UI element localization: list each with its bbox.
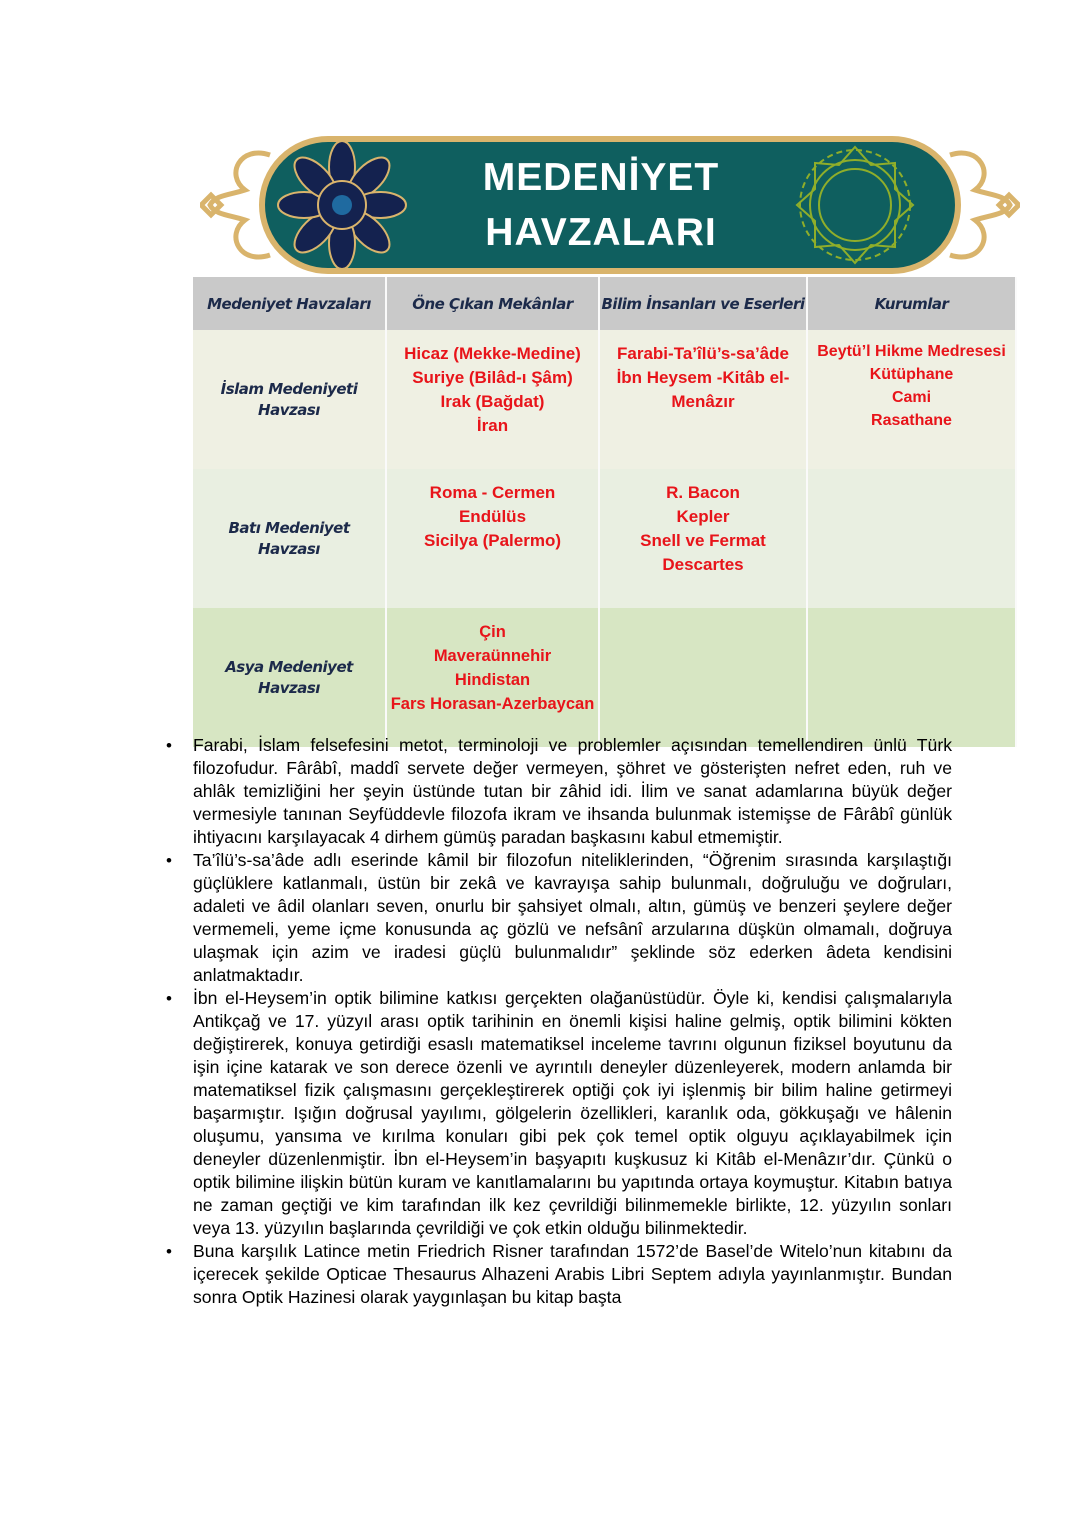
row-header: Batı Medeniyet Havzası: [193, 469, 386, 608]
column-header: Bilim İnsanları ve Eserleri: [599, 277, 807, 330]
institutions-cell: [807, 608, 1016, 747]
scholars-cell: [599, 608, 807, 747]
row-header: İslam Medeniyeti Havzası: [193, 330, 386, 469]
institutions-cell: Beytü’l Hikme Medresesi Kütüphane Cami Rasathane: [807, 330, 1016, 469]
column-header: Kurumlar: [807, 277, 1016, 330]
table-header-row: [193, 277, 1016, 330]
bullet-list: [193, 734, 952, 1309]
bullet-paragraph: • Farabi, İslam felsefesini metot, terminoloji ve problemler açısından temellendiren ünlü Türk filozofudur. Fârâbî, maddî servete değer vermeyen, şöhret ve gösterişten nefret eden, ruh ve ahlâk temizliğini her şeyin üstünde tutan bir zâhid idi. İlim ve sanat adamlarına büyük değer vermesiyle tanınan Seyfüddevle filozofa ikram ve ihsanda bulunmak istemişse de Fârâbî günlük ihtiyacını karşılayacak 4 dirhem gümüş paradan başkasını kabul etmemiştir.: [193, 734, 952, 849]
column-header: Öne Çıkan Mekânlar: [386, 277, 599, 330]
places-cell: Roma - Cermen Endülüs Sicilya (Palermo): [386, 469, 599, 608]
table-row: [193, 469, 1016, 608]
column-header: Medeniyet Havzaları: [193, 277, 386, 330]
table-row: [193, 608, 1016, 747]
civilization-table: [193, 277, 1017, 747]
row-header: Asya Medeniyet Havzası: [193, 608, 386, 747]
scholars-cell: R. Bacon Kepler Snell ve Fermat Descartes: [599, 469, 807, 608]
institutions-cell: [807, 469, 1016, 608]
bullet-paragraph: • İbn el-Heysem’in optik bilimine katkısı gerçekten olağanüstüdür. Öyle ki, kendisi çalışmalarıyla Antikçağ ve 17. yüzyıl arası optik tarihinin en önemli kişisi haline gelmiş, optik bilimini kökten değiştirerek, konuya getirdiği esaslı matematiksel inceleme tavrını olgunun fiziksel boyutunu da işin içine katarak ve son derece özenli ve ayrıntılı deneyler düzenleyerek, modern anlamda bir matematiksel fizik çalışmasını gerçekleştirerek optiği çok iyi işlenmiş bir bilim haline getirmeyi başarmıştır. Işığın doğrusal yayılımı, gölgelerin özellikleri, karanlık oda, gökkuşağı ve hâlenin oluşumu, yansıma ve kırılma konuları gibi pek çok temel optik olguyu açıklayabilmek için deneyler düzenlenmiştir. İbn el-Heysem’in başyapıtı kuşkusuz ki Kitâb el-Menâzır’dır. Çünkü o optik bilimine ilişkin bütün kuram ve kanıtlamalarını bu yapıtında ortaya koymuştur. Kitabın batıya ne zaman geçtiği ve kim tarafından ilk kez çevrildiği bilinmemekle birlikte, 12. yüzyılın sonları veya 13. yüzyılın başlarında çevrildiği ve çok etkin olduğu bilinmektedir.: [193, 987, 952, 1240]
title-line-2: HAVZALARI: [485, 211, 717, 254]
places-cell: Hicaz (Mekke-Medine) Suriye (Bilâd-ı Şâm) Irak (Bağdat) İran: [386, 330, 599, 469]
scholars-cell: Farabi-Ta’îlü’s-sa’âde İbn Heysem -Kitâb el- Menâzır: [599, 330, 807, 469]
bullet-paragraph: • Ta’îlü’s-sa’âde adlı eserinde kâmil bir filozofun niteliklerinden, “Öğrenim sırasında karşılaştığı güçlüklere katlanmalı, üstün bir zekâ ve kavrayışa sahip bulunmalı, doğruluğu ve doğruları, adaleti ve âdil olanları seven, onurlu bir şahsiyet olmalı, altın, gümüş ve benzeri şeylere değer vermemeli, yeme içme konusunda aç gözlü ve nefsânî arzularına düşkün olmamalı, doğruya ulaşmak için azim ve iradesi güçlü bulunmalıdır” şeklinde söz ederken âdeta kendisini anlatmaktadır.: [193, 849, 952, 987]
table-row: [193, 330, 1016, 469]
bullet-paragraph: • Buna karşılık Latince metin Friedrich Risner tarafından 1572’de Basel’de Witelo’nun kitabını da içerecek şekilde Opticae Thesaurus Alhazeni Arabis Libri Septem adıyla yayınlanmıştır. Bundan sonra Optik Hazinesi olarak yaygınlaşan bu kitap başta: [193, 1240, 952, 1309]
places-cell: Çin Maveraünnehir Hindistan Fars Horasan-Azerbaycan: [386, 608, 599, 747]
flower-ornament-icon: [278, 141, 406, 269]
page-title: [430, 150, 772, 260]
title-line-1: MEDENİYET: [482, 156, 720, 199]
